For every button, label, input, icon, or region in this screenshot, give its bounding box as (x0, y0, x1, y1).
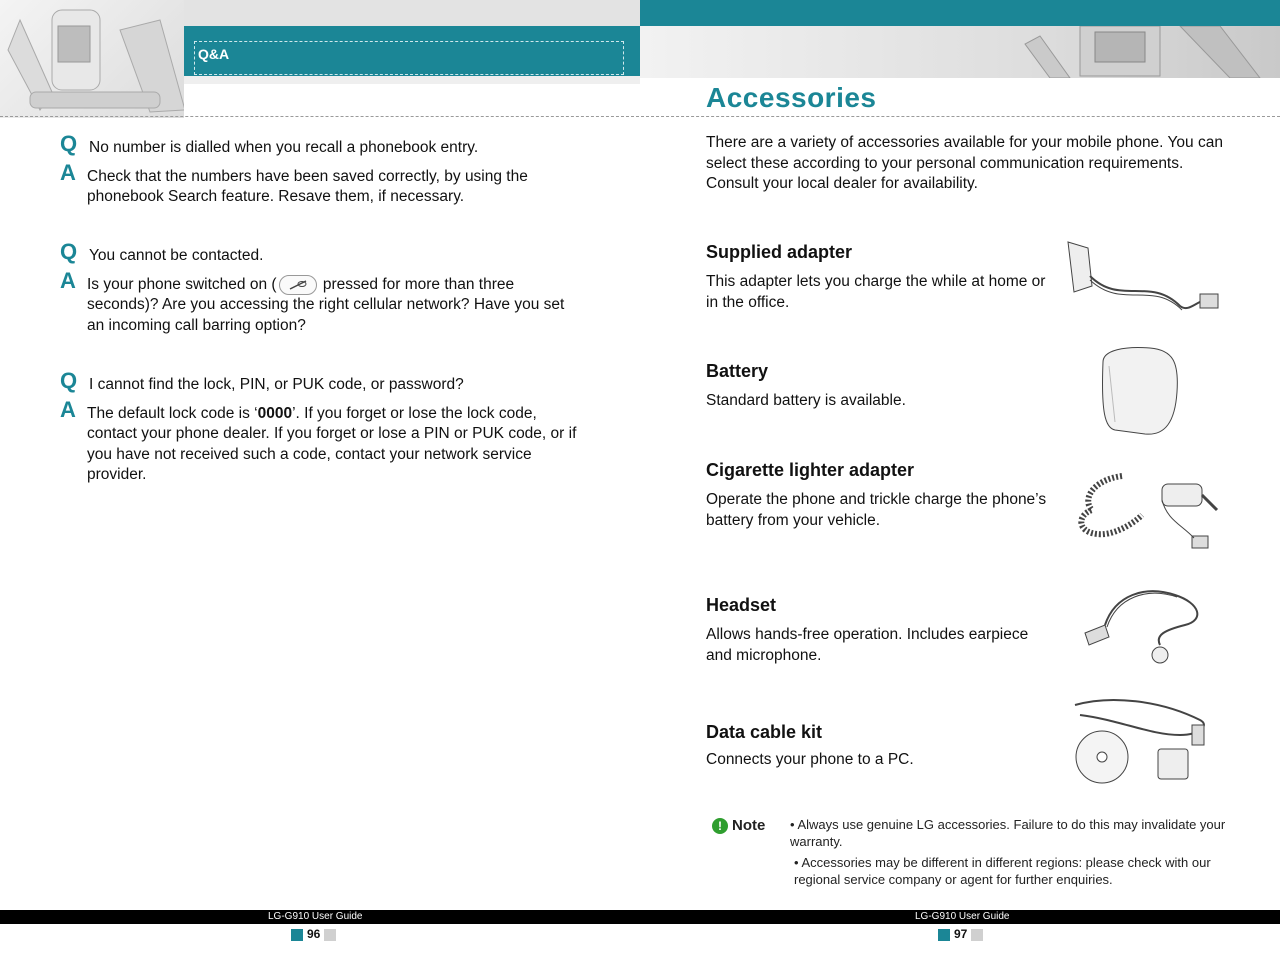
accessory-heading-car-adapter: Cigarette lighter adapter (706, 460, 915, 480)
cigarette-adapter-image (1072, 470, 1222, 552)
question-row (60, 368, 580, 396)
q-letter: Q (60, 368, 78, 393)
page-marker-teal (938, 929, 950, 941)
qa-item-3 (60, 368, 580, 486)
footer-guide-right: LG-G910 User Guide (915, 911, 1010, 922)
answer-row (60, 159, 580, 208)
note-label: Note (732, 817, 766, 835)
answer-text-end: pressed for more than three seconds)? Are you accessing the right cellular network? Have you set an incoming call barring option? (87, 275, 565, 334)
q-letter: Q (60, 131, 78, 156)
a-letter: A (60, 159, 76, 185)
footer-bar (0, 910, 1280, 924)
data-cable-image (1070, 695, 1215, 785)
header-dashed-frame (194, 41, 624, 75)
page-title: Accessories (706, 82, 877, 113)
accessory-desc-headset: Allows hands-free operation. Includes earpiece and microphone. (706, 626, 1029, 664)
answer-text-start: The default lock code is ‘ (87, 404, 258, 422)
accessory-heading-adapter: Supplied adapter (706, 242, 853, 262)
phone-photo-right (640, 26, 1280, 78)
section-label: Q&A (198, 46, 230, 62)
answer-text: Check that the numbers have been saved correctly, by using the phonebook Search feature. Resave them, if necessary. (87, 167, 528, 205)
qa-item-2 (60, 239, 580, 336)
note-label-group (712, 816, 765, 834)
answer-row (60, 396, 580, 486)
page-marker-teal (291, 929, 303, 941)
accessory-desc-data-cable: Connects your phone to a PC. (706, 751, 914, 768)
a-letter: A (60, 267, 76, 293)
q-letter: Q (60, 239, 78, 264)
accessory-heading-headset: Headset (706, 595, 777, 615)
answer-text-start: Is your phone switched on ( (87, 275, 277, 293)
note-bullet: • Always use genuine LG accessories. Failure to do this may invalidate your warranty. (790, 817, 1226, 849)
qa-item-1 (60, 131, 580, 208)
question-text: I cannot find the lock, PIN, or PUK code, or password? (89, 376, 464, 393)
accessory-desc-car-adapter: Operate the phone and trickle charge the phone’s battery from your vehicle. (706, 491, 1047, 529)
travel-adapter-image (1060, 236, 1225, 321)
exclamation-icon: ! (712, 818, 728, 834)
a-letter: A (60, 396, 76, 422)
question-text: You cannot be contacted. (89, 247, 264, 264)
page-number-right (938, 927, 998, 941)
question-row (60, 131, 580, 159)
note-first-line (712, 816, 1232, 850)
question-text: No number is dialled when you recall a phonebook entry. (89, 139, 479, 156)
question-row (60, 239, 580, 267)
header-divider (0, 116, 1280, 117)
battery-image (1095, 342, 1185, 440)
note-bullet: • Accessories may be different in different regions: please check with our regional service company or agent for further enquiries. (794, 855, 1211, 887)
page-number: 97 (954, 927, 968, 941)
page-number-left (291, 927, 351, 941)
answer-row (60, 267, 580, 337)
header-band-bottom (184, 76, 640, 84)
note-box (712, 816, 1232, 888)
page-marker-grey (324, 929, 336, 941)
default-code: 0000 (257, 404, 293, 422)
phone-photo-left (0, 0, 184, 118)
page-number: 96 (307, 927, 321, 941)
header-bar-right (640, 0, 1280, 26)
intro-text: There are a variety of accessories available for your mobile phone. You can select these according to your personal communication requirements. Consult your local dealer for availability. (706, 134, 1223, 192)
accessory-desc-battery: Standard battery is available. (706, 392, 906, 409)
accessory-desc-adapter: This adapter lets you charge the while at home or in the office. (706, 273, 1046, 311)
header-band-top (184, 0, 640, 26)
end-key-icon (279, 275, 317, 295)
headset-image (1075, 585, 1210, 667)
accessory-heading-data-cable: Data cable kit (706, 722, 823, 742)
answer-text-end: ’. If you forget or lose the lock code, contact your phone dealer. If you forget or lose a PIN or PUK code, or if you have not received such a code, contact your network service provider. (87, 404, 577, 483)
footer-guide-left: LG-G910 User Guide (268, 911, 363, 922)
accessory-heading-battery: Battery (706, 361, 769, 381)
page-marker-grey (971, 929, 983, 941)
